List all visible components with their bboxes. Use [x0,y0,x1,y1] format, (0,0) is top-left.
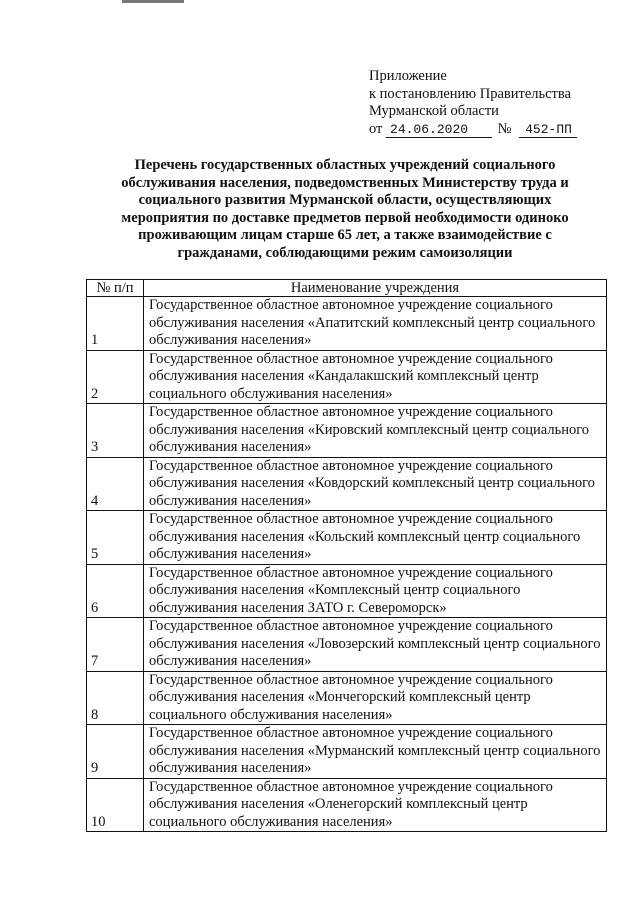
header-number: № п/п [87,280,144,297]
institution-name: Государственное областное автономное учреждение социального обслуживания населения «Кольский комплексный центр социального обслуживания населения» [144,511,607,565]
appendix-block [369,68,619,138]
table-row [87,671,607,725]
institution-name: Государственное областное автономное учреждение социального обслуживания населения «Оленегорский комплексный центр социального обслуживания населения» [144,778,607,832]
table-row [87,350,607,404]
institution-name: Государственное областное автономное учреждение социального обслуживания населения «Комплексный центр социального обслуживания населения ЗАТО г. Североморск» [144,564,607,618]
scan-edge-mark [122,0,184,3]
table-header-row [87,280,607,297]
table-row [87,511,607,565]
from-label: от [369,120,383,137]
row-number: 10 [87,778,144,832]
document-title: Перечень государственных областных учреждений социального обслуживания населения, подведомственных Министерству труда и социального развития Мурманской области, осуществляющих мероприятия по доставке предметов первой необходимости одиноко проживающим лицам старше 65 лет, а также взаимодействие с гражданами, соблюдающими режим самоизоляции [121,157,569,261]
table-row [87,404,607,458]
appendix-date-line [369,121,619,139]
table-row [87,725,607,779]
institution-name: Государственное областное автономное учреждение социального обслуживания населения «Мурманский комплексный центр социального обслуживания населения» [144,725,607,779]
row-number: 9 [87,725,144,779]
number-label: № [497,120,512,137]
institution-name: Государственное областное автономное учреждение социального обслуживания населения «Апатитский комплексный центр социального обслуживания населения» [144,297,607,351]
institution-name: Государственное областное автономное учреждение социального обслуживания населения «Ловозерский комплексный центр социального обслуживания населения» [144,618,607,672]
institutions-table [86,279,607,832]
resolution-date: 24.06.2020 [386,123,492,138]
table-row [87,457,607,511]
appendix-label: Приложение [369,68,447,84]
table-row [87,778,607,832]
row-number: 6 [87,564,144,618]
row-number: 4 [87,457,144,511]
row-number: 8 [87,671,144,725]
row-number: 3 [87,404,144,458]
resolution-number: 452-ПП [519,123,577,138]
appendix-resolution-line: к постановлению Правительства [369,85,571,102]
row-number: 1 [87,297,144,351]
table-row [87,297,607,351]
table-row [87,618,607,672]
row-number: 5 [87,511,144,565]
table-row [87,564,607,618]
institution-name: Государственное областное автономное учреждение социального обслуживания населения «Мончегорский комплексный центр социального обслуживания населения» [144,671,607,725]
institution-name: Государственное областное автономное учреждение социального обслуживания населения «Ковдорский комплексный центр социального обслуживания населения» [144,457,607,511]
row-number: 7 [87,618,144,672]
row-number: 2 [87,350,144,404]
header-name: Наименование учреждения [144,280,607,297]
institution-name: Государственное областное автономное учреждение социального обслуживания населения «Кировский комплексный центр социального обслуживания населения» [144,404,607,458]
institution-name: Государственное областное автономное учреждение социального обслуживания населения «Кандалакшский комплексный центр социального обслуживания населения» [144,350,607,404]
appendix-region-line: Мурманской области [369,103,499,119]
